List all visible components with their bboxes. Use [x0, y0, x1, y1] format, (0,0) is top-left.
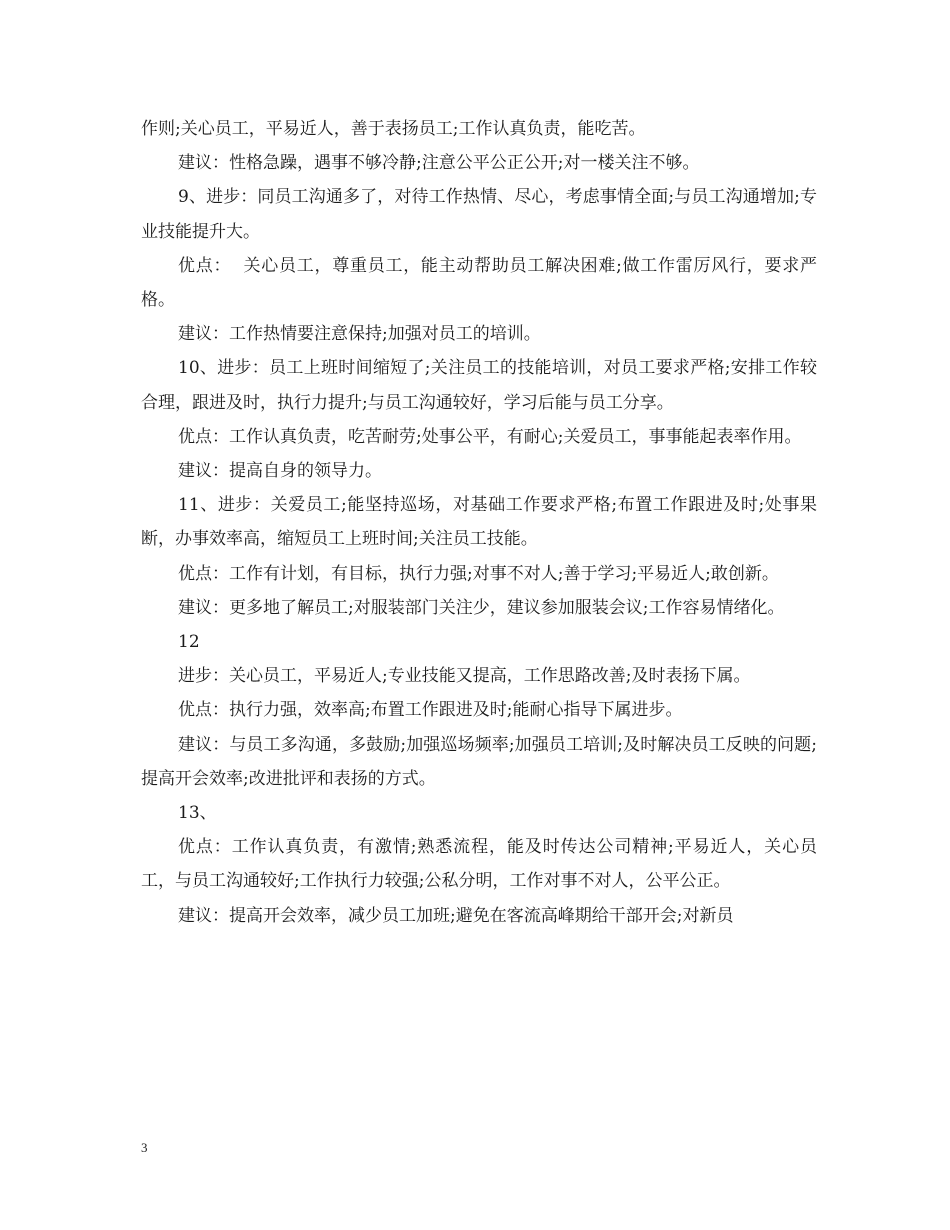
document-body: [141, 112, 817, 933]
paragraph: 建议：工作热情要注意保持;加强对员工的培训。: [178, 324, 541, 345]
paragraph: 建议：更多地了解员工;对服装部门关注少，建议参加服装会议;工作容易情绪化。: [178, 597, 785, 618]
paragraph: 9、进步：同员工沟通多了，对待工作热情、尽心，考虑事情全面;与员工沟通增加;专业技能提升大。: [141, 187, 817, 242]
paragraph: 优点：工作认真负责，吃苦耐劳;处事公平，有耐心;关爱员工，事事能起表率作用。: [178, 426, 802, 447]
paragraph: 优点：执行力强，效率高;布置工作跟进及时;能耐心指导下属进步。: [178, 700, 683, 721]
paragraph: 优点：工作有计划，有目标，执行力强;对事不对人;善于学习;平易近人;敢创新。: [178, 563, 779, 584]
paragraph: 作则;关心员工，平易近人，善于表扬员工;工作认真负责，能吃苦。: [141, 119, 646, 139]
paragraph: 10、进步：员工上班时间缩短了;关注员工的技能培训，对员工要求严格;安排工作较合理，跟进及时，执行力提升;与员工沟通较好，学习后能与员工分享。: [141, 358, 817, 413]
paragraph: 11、进步：关爱员工;能坚持巡场，对基础工作要求严格;布置工作跟进及时;处事果断，办事效率高，缩短员工上班时间;关注员工技能。: [141, 495, 817, 550]
paragraph: 建议：提高自身的领导力。: [178, 461, 382, 482]
paragraph: 建议：与员工多沟通，多鼓励;加强巡场频率;加强员工培训;及时解决员工反映的问题;提高开会效率;改进批评和表扬的方式。: [141, 734, 817, 789]
paragraph: 13、: [178, 803, 217, 824]
paragraph: 建议：提高开会效率，减少员工加班;避免在客流高峰期给干部开会;对新员: [178, 905, 734, 926]
paragraph: 建议：性格急躁，遇事不够冷静;注意公平公正公开;对一楼关注不够。: [178, 153, 700, 174]
page-number: 3: [141, 1140, 148, 1155]
paragraph: 优点： 关心员工，尊重员工，能主动帮助员工解决困难;做工作雷厉风行，要求严格。: [141, 255, 817, 311]
paragraph: 12: [178, 632, 200, 653]
paragraph: 优点：工作认真负责，有激情;熟悉流程，能及时传达公司精神;平易近人，关心员工，与员工沟通较好;工作执行力较强;公私分明，工作对事不对人，公平公正。: [141, 837, 817, 892]
paragraph: 进步：关心员工，平易近人;专业技能又提高，工作思路改善;及时表扬下属。: [178, 666, 751, 687]
